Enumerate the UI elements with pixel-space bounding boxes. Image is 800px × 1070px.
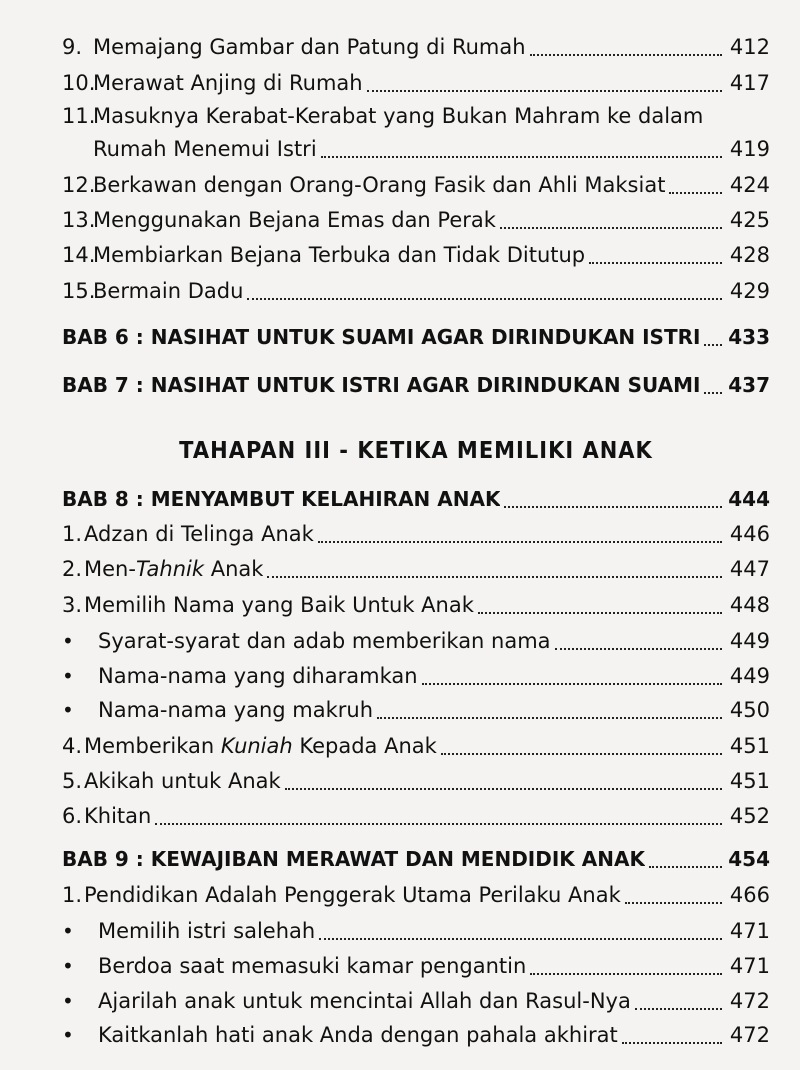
entry-page: 472: [729, 989, 770, 1013]
entry-title: Khitan: [84, 804, 152, 828]
entry-title: Membiarkan Bejana Terbuka dan Tidak Ditutup: [93, 243, 586, 267]
toc-entry: [62, 70, 770, 96]
dot-leader: [504, 506, 722, 508]
entry-title: Memberikan Kuniah Kepada Anak: [84, 734, 437, 758]
bullet-icon: •: [62, 629, 74, 653]
toc-entry: [62, 172, 770, 198]
toc-subentry: [62, 953, 770, 979]
entry-page: 449: [729, 629, 770, 653]
toc-entry-continuation: [62, 136, 770, 162]
chapter-page: 444: [728, 487, 770, 511]
toc-subentry: [62, 663, 770, 689]
entry-number: 5.: [62, 769, 83, 793]
entry-page: 428: [729, 243, 770, 267]
toc-subentry: [62, 628, 770, 654]
toc-entry: [62, 803, 770, 829]
toc-entry: [62, 34, 770, 60]
entry-title: Pendidikan Adalah Penggerak Utama Perilaku Anak: [84, 883, 621, 907]
italic-term: Tahnik: [135, 557, 205, 581]
dot-leader: [669, 192, 722, 194]
entry-title: Merawat Anjing di Rumah: [93, 71, 363, 95]
bullet-icon: •: [62, 1023, 74, 1047]
toc-entry-first-line: [62, 103, 770, 129]
entry-page: 471: [729, 919, 770, 943]
toc-entry: [62, 733, 770, 759]
italic-term: Kuniah: [220, 734, 293, 758]
chapter-heading: [62, 372, 770, 398]
dot-leader: [367, 90, 722, 92]
entry-number: 13.: [62, 208, 96, 232]
dot-leader: [319, 938, 722, 940]
entry-page: 424: [729, 173, 770, 197]
entry-page: 446: [729, 522, 770, 546]
entry-page: 429: [729, 279, 770, 303]
chapter-page: 437: [728, 373, 770, 397]
dot-leader: [704, 344, 722, 346]
entry-number: 1.: [62, 883, 83, 907]
dot-leader: [555, 648, 722, 650]
entry-title: Bermain Dadu: [93, 279, 244, 303]
dot-leader: [267, 576, 722, 578]
dot-leader: [441, 753, 722, 755]
dot-leader: [321, 156, 722, 158]
entry-title: Syarat-syarat dan adab memberikan nama: [98, 629, 551, 653]
entry-page: 447: [729, 557, 770, 581]
dot-leader: [247, 298, 722, 300]
toc-entry: [62, 556, 770, 582]
entry-title: Men-Tahnik Anak: [84, 557, 264, 581]
entry-page: 472: [729, 1023, 770, 1047]
bullet-icon: •: [62, 919, 74, 943]
toc-entry: [62, 278, 770, 304]
entry-title: Memajang Gambar dan Patung di Rumah: [93, 35, 526, 59]
chapter-heading: [62, 486, 770, 512]
entry-title: Nama-nama yang makruh: [98, 698, 374, 722]
dot-leader: [530, 973, 722, 975]
chapter-title: BAB 6 : NASIHAT UNTUK SUAMI AGAR DIRINDUKAN ISTRI: [62, 325, 701, 349]
toc-subentry: [62, 1022, 770, 1048]
entry-title: Kaitkanlah hati anak Anda dengan pahala akhirat: [98, 1023, 618, 1047]
entry-title: Memilih istri salehah: [98, 919, 316, 943]
dot-leader: [635, 1008, 722, 1010]
entry-number: 15.: [62, 279, 96, 303]
toc-entry: [62, 768, 770, 794]
entry-number: 9.: [62, 35, 83, 59]
dot-leader: [500, 227, 722, 229]
entry-title: Adzan di Telinga Anak: [84, 522, 314, 546]
entry-page: 412: [729, 35, 770, 59]
entry-page: 451: [729, 734, 770, 758]
toc-subentry: [62, 988, 770, 1014]
entry-title: Nama-nama yang diharamkan: [98, 664, 418, 688]
entry-page: 452: [729, 804, 770, 828]
chapter-heading: [62, 324, 770, 350]
toc-entry: [62, 207, 770, 233]
bullet-icon: •: [62, 698, 74, 722]
chapter-heading: [62, 846, 770, 872]
bullet-icon: •: [62, 989, 74, 1013]
dot-leader: [377, 717, 722, 719]
dot-leader: [155, 823, 722, 825]
entry-title: Masuknya Kerabat-Kerabat yang Bukan Mahram ke dalam: [93, 104, 704, 128]
dot-leader: [625, 902, 722, 904]
entry-number: 1.: [62, 522, 83, 546]
entry-page: 425: [729, 208, 770, 232]
entry-page: 449: [729, 664, 770, 688]
dot-leader: [422, 683, 722, 685]
entry-page: 450: [729, 698, 770, 722]
dot-leader: [318, 541, 722, 543]
dot-leader: [622, 1042, 722, 1044]
entry-number: 3.: [62, 593, 83, 617]
dot-leader: [704, 392, 722, 394]
entry-number: 4.: [62, 734, 83, 758]
entry-title: Menggunakan Bejana Emas dan Perak: [93, 208, 496, 232]
entry-page: 466: [729, 883, 770, 907]
entry-title: Memilih Nama yang Baik Untuk Anak: [84, 593, 474, 617]
entry-page: 419: [729, 137, 770, 161]
entry-number: 14.: [62, 243, 96, 267]
toc-entry: [62, 882, 770, 908]
chapter-page: 433: [728, 325, 770, 349]
dot-leader: [285, 788, 722, 790]
entry-page: 471: [729, 954, 770, 978]
entry-title: Ajarilah anak untuk mencintai Allah dan Rasul-Nya: [98, 989, 631, 1013]
entry-title-continued: Rumah Menemui Istri: [93, 137, 317, 161]
section-title: TAHAPAN III - KETIKA MEMILIKI ANAK: [179, 436, 653, 464]
entry-number: 11.: [62, 104, 96, 128]
chapter-title: BAB 7 : NASIHAT UNTUK ISTRI AGAR DIRINDUKAN SUAMI: [62, 373, 701, 397]
entry-title: Akikah untuk Anak: [84, 769, 281, 793]
chapter-title: BAB 8 : MENYAMBUT KELAHIRAN ANAK: [62, 487, 501, 511]
toc-entry: [62, 242, 770, 268]
bullet-icon: •: [62, 954, 74, 978]
chapter-title: BAB 9 : KEWAJIBAN MERAWAT DAN MENDIDIK ANAK: [62, 847, 645, 871]
bullet-icon: •: [62, 664, 74, 688]
entry-page: 451: [729, 769, 770, 793]
entry-number: 10.: [62, 71, 96, 95]
entry-title: Berdoa saat memasuki kamar pengantin: [98, 954, 527, 978]
dot-leader: [478, 612, 722, 614]
toc-entry: [62, 521, 770, 547]
dot-leader: [649, 866, 722, 868]
toc-entry: [62, 592, 770, 618]
dot-leader: [589, 262, 722, 264]
entry-title: Berkawan dengan Orang-Orang Fasik dan Ahli Maksiat: [93, 173, 666, 197]
entry-number: 6.: [62, 804, 83, 828]
dot-leader: [530, 54, 722, 56]
entry-page: 417: [729, 71, 770, 95]
entry-number: 12.: [62, 173, 96, 197]
toc-subentry: [62, 697, 770, 723]
entry-page: 448: [729, 593, 770, 617]
toc-subentry: [62, 918, 770, 944]
entry-number: 2.: [62, 557, 83, 581]
chapter-page: 454: [728, 847, 770, 871]
